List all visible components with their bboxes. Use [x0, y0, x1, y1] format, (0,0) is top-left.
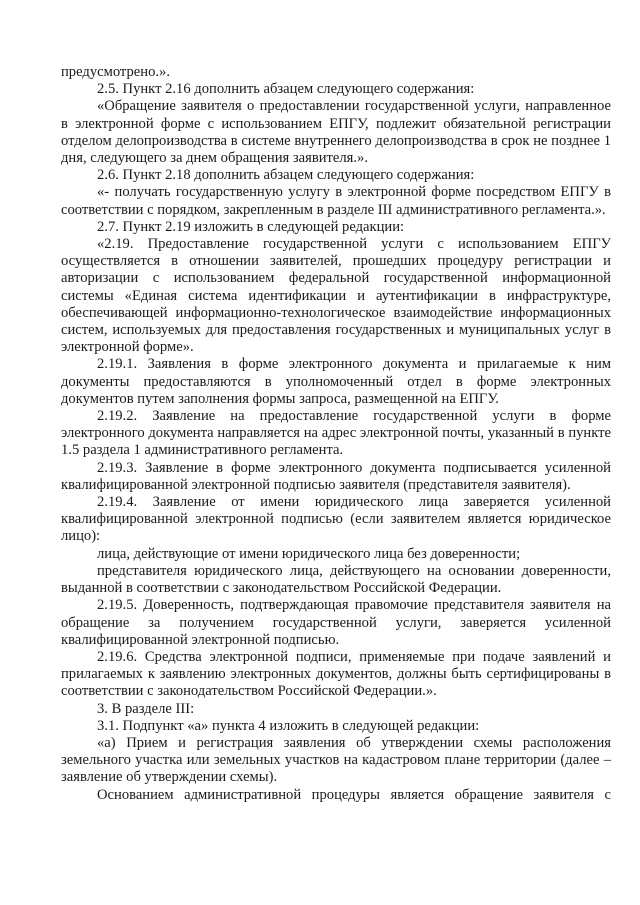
paragraph-2-19-5: 2.19.5. Доверенность, подтверждающая правомочие представителя заявителя на обращение за получением государственной услуги, заверяется усиленной квалифицированной электронной подписью.	[61, 597, 611, 648]
paragraph-2-6-text: «- получать государственную услугу в электронной форме посредством ЕПГУ в соответствии с порядком, закрепленным в разделе III административного регламента.».	[61, 184, 611, 218]
paragraph-2-19-6: 2.19.6. Средства электронной подписи, применяемые при подаче заявлений и прилагаемых к заявлению электронных документов, должны быть сертифицированы в соответствии с законодательством Российской Федерации.».	[61, 648, 611, 700]
paragraph-basis: Основанием административной процедуры является обращение заявителя с	[97, 786, 611, 803]
document-page	[61, 64, 611, 804]
paragraph-2-6: 2.6. Пункт 2.18 дополнить абзацем следующего содержания:	[97, 167, 475, 184]
paragraph-3-1: 3.1. Подпункт «а» пункта 4 изложить в следующей редакции:	[97, 717, 480, 734]
paragraph-2-19-3: 2.19.3. Заявление в форме электронного документа подписывается усиленной квалифицированной электронной подписью заявителя (представителя заявителя).	[61, 459, 611, 493]
paragraph-2-19-4: 2.19.4. Заявление от имени юридического лица заверяется усиленной квалифицированной электронной подписью (если заявителем является юридическое лицо):	[61, 494, 611, 545]
paragraph-3-1-a: «а) Прием и регистрация заявления об утверждении схемы расположения земельного участка или земельных участков на кадастровом плане территории (далее – заявление об утверждении схемы).	[61, 734, 611, 786]
paragraph-2-19-1: 2.19.1. Заявления в форме электронного документа и прилагаемые к ним документы предоставляются в уполномоченный отдел в форме электронных документов путем заполнения формы запроса, размещенной на ЕПГУ.	[61, 356, 611, 407]
paragraph-continuation: предусмотрено.».	[61, 64, 170, 80]
paragraph-2-7: 2.7. Пункт 2.19 изложить в следующей редакции:	[97, 218, 405, 235]
paragraph-2-19-2: 2.19.2. Заявление на предоставление государственной услуги в форме электронного документа направляется на адрес электронной почты, указанный в пункте 1.5 раздела 1 административного регламента.	[61, 408, 611, 459]
paragraph-representative: представителя юридического лица, действующего на основании доверенности, выданной в соответствии с законодательством Российской Федерации.	[61, 562, 611, 597]
paragraph-2-5: 2.5. Пункт 2.16 дополнить абзацем следующего содержания:	[97, 81, 475, 98]
paragraph-legal-persons: лица, действующие от имени юридического лица без доверенности;	[97, 545, 521, 562]
paragraph-section-3: 3. В разделе III:	[97, 700, 195, 717]
paragraph-2-5-text: «Обращение заявителя о предоставлении государственной услуги, направленное в электронной форме с использованием ЕПГУ, подлежит обязательной регистрации отделом делопроизводства в системе внутреннего делопроизводства в срок не позднее 1 дня, следующего за днем обращения заявителя.».	[61, 98, 611, 167]
paragraph-2-19: «2.19. Предоставление государственной услуги с использованием ЕПГУ осуществляется в отношении заявителей, прошедших процедуру регистрации и авторизации с использованием федеральной государственной информационной системы «Единая система идентификации и аутентификации в инфраструктуре, обеспечивающей информационно-технологическое взаимодействие информационных систем, используемых для предоставления государственных и муниципальных услуг в электронной форме».	[61, 236, 611, 356]
